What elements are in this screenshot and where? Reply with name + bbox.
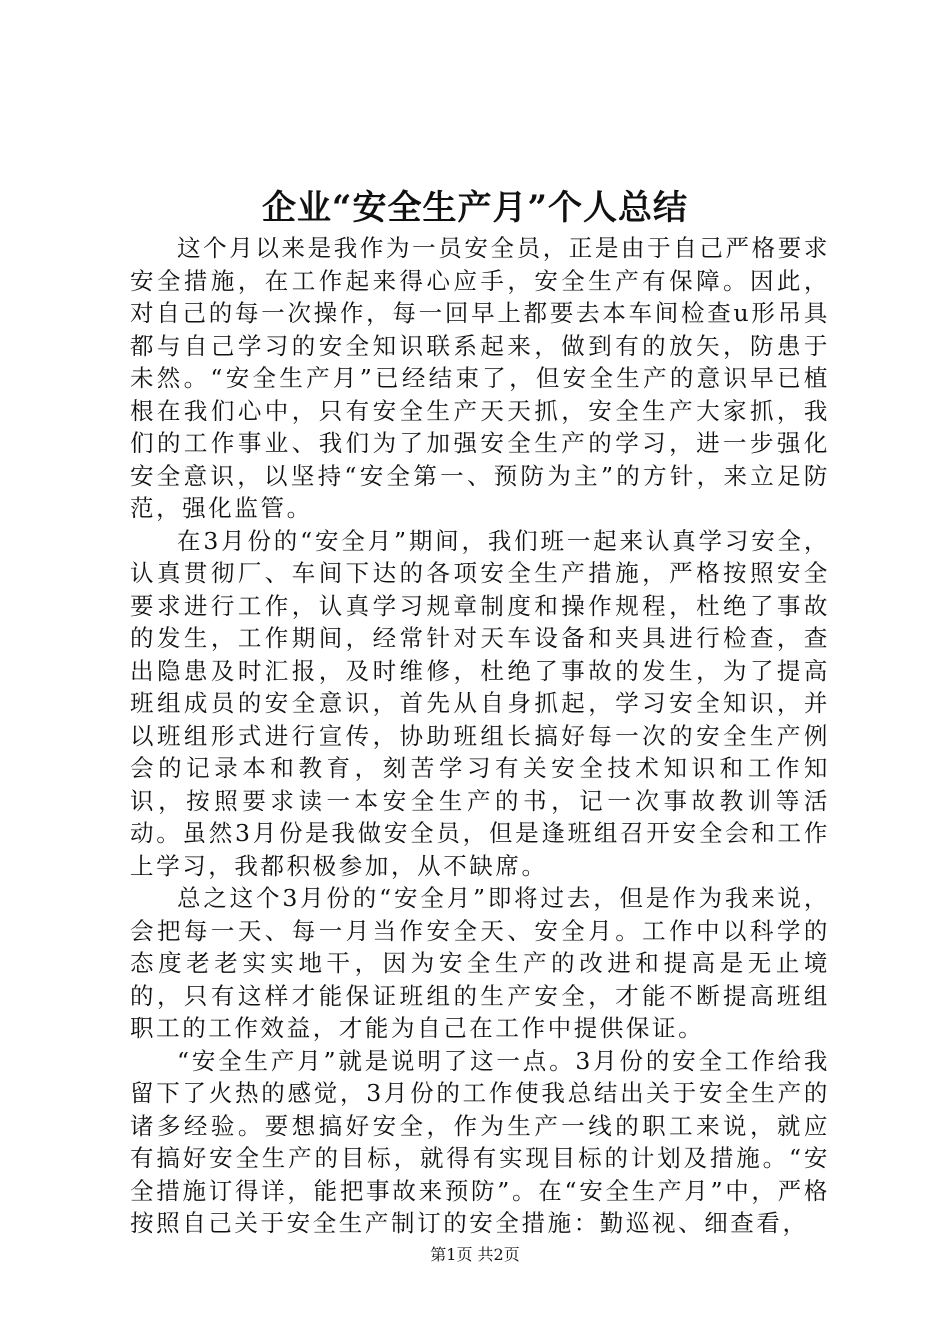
page-footer	[0, 1244, 950, 1266]
paragraph-2: 在3月份的“安全月”期间，我们班一起来认真学习安全，认真贯彻厂、车间下达的各项安全生产措施，严格按照安全要求进行工作，认真学习规章制度和操作规程，杜绝了事故的发生，工作期间，经常针对天车设备和夹具进行检查，查出隐患及时汇报，及时维修，杜绝了事故的发生，为了提高班组成员的安全意识，首先从自身抓起，学习安全知识，并以班组形式进行宣传，协助班组长搞好每一次的安全生产例会的记录本和教育，刻苦学习有关安全技术知识和工作知识，按照要求读一本安全生产的书，记一次事故教训等活动。虽然3月份是我做安全员，但是逢班组召开安全会和工作上学习，我都积极参加，从不缺席。	[130, 526, 830, 880]
paragraph-1: 这个月以来是我作为一员安全员，正是由于自己严格要求安全措施，在工作起来得心应手，安全生产有保障。因此，对自己的每一次操作，每一回早上都要去本车间检查u形吊具都与自己学习的安全知识联系起来，做到有的放矢，防患于未然。“安全生产月”已经结束了，但安全生产的意识早已植根在我们心中，只有安全生产天天抓，安全生产大家抓，我们的工作事业、我们为了加强安全生产的学习，进一步强化安全意识，以坚持“安全第一、预防为主”的方针，来立足防范，强化监管。	[130, 234, 830, 522]
page-indicator: 第1页 共2页	[430, 1245, 520, 1264]
document-body	[130, 232, 830, 1240]
paragraph-4: “安全生产月”就是说明了这一点。3月份的安全工作给我留下了火热的感觉，3月份的工作使我总结出关于安全生产的诸多经验。要想搞好安全，作为生产一线的职工来说，就应有搞好安全生产的目标，就得有实现目标的计划及措施。“安全措施订得详，能把事故来预防”。在“安全生产月”中，严格按照自己关于安全生产制订的安全措施：勤巡视、细查看，	[130, 1046, 830, 1237]
document-title: 企业“安全生产月”个人总结	[261, 188, 689, 228]
paragraph-3: 总之这个3月份的“安全月”即将过去，但是作为我来说，会把每一天、每一月当作安全天、安全月。工作中以科学的态度老老实实地干，因为安全生产的改进和提高是无止境的，只有这样才能保证班组的生产安全，才能不断提高班组职工的工作效益，才能为自己在工作中提供保证。	[130, 884, 830, 1042]
